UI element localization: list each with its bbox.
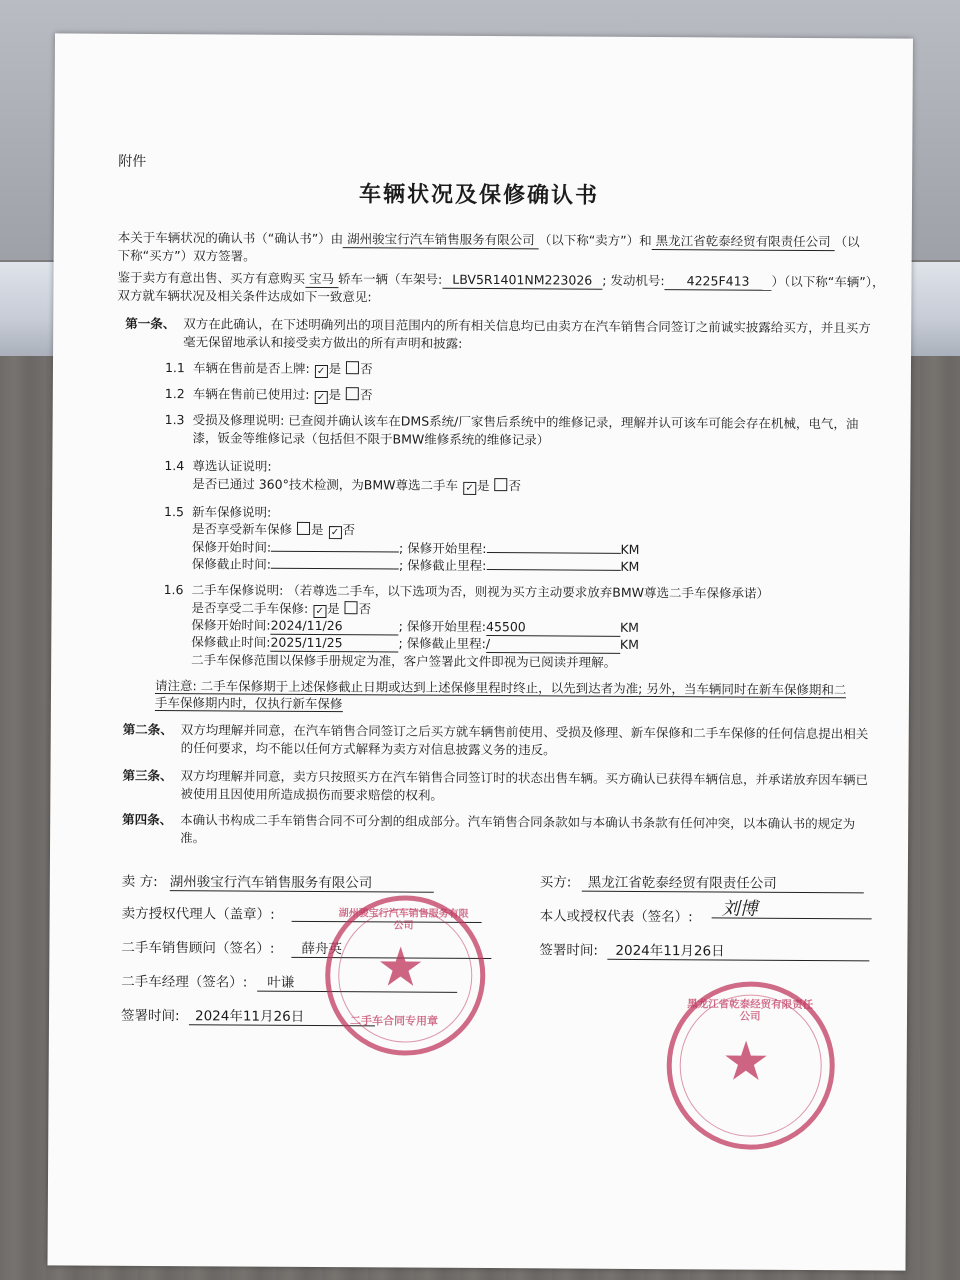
- checkbox-empty[interactable]: [345, 601, 358, 614]
- article-3-text: 双方均理解并同意，卖方只按照买方在汽车销售合同签订时的状态出售车辆。买方确认已获得车辆信息，并承诺放弃因车辆已: [180, 768, 869, 788]
- buyer-company-stamp: [666, 981, 835, 1150]
- km-unit: KM: [619, 619, 640, 635]
- item-number: 1.6: [163, 582, 184, 598]
- brand-field: 宝马: [305, 271, 338, 288]
- seller-agent-label: 卖方授权代理人（盖章）:: [121, 905, 275, 923]
- buyer-date-value: 2024年11月26日: [607, 943, 869, 962]
- advisor-value: 薛舟英: [291, 941, 491, 959]
- item-1-4: [164, 458, 271, 475]
- seller-value: 湖州骏宝行汽车销售服务有限公司: [170, 874, 434, 893]
- checkbox-checked[interactable]: ✓: [315, 365, 328, 378]
- item-text: 尊选认证说明:: [192, 458, 272, 474]
- intro-paragraph-1-line2: 下称“买方”）双方签署。: [117, 247, 256, 264]
- item-1-6: [164, 582, 770, 602]
- seller-company-stamp: [325, 895, 486, 1056]
- new-end-time-blank: [271, 556, 399, 570]
- item-text: 是否已通过 360°技术检测，为BMW尊选二手车: [192, 476, 459, 493]
- field-label: 保修开始时间:: [191, 539, 272, 555]
- buyer-rep-signature: 刘博: [712, 901, 872, 919]
- checkbox-checked[interactable]: ✓: [463, 482, 476, 495]
- article-2-text: 双方均理解并同意，在汽车销售合同签订之后买方就车辆售前使用、受损及修理、新车保修和二手车保修的任何信息提出相关: [180, 722, 869, 742]
- no-label: 否: [359, 387, 373, 403]
- intro-text: 鉴于卖方有意出售、买方有意购买: [117, 269, 306, 286]
- item-text: 新车保修说明:: [192, 504, 272, 520]
- note-text: 请注意: 二手车保修期于上述保修截止日期或达到上述保修里程时终止，以先到达者为准; 另外，当车辆同时在新车保修期和二: [154, 678, 847, 698]
- yes-label: 是: [310, 521, 324, 538]
- no-label: 否: [360, 361, 373, 377]
- field-label: 保修截止时间:: [191, 556, 272, 572]
- item-1-5: [164, 504, 271, 521]
- note-text: 手车保修期内时，仅执行新车保修: [154, 695, 343, 712]
- buyer-date-label: 签署时间:: [539, 942, 599, 959]
- item-1-5-question: [192, 521, 355, 539]
- manager-label: 二手车经理（签名）:: [121, 973, 248, 991]
- yes-label: 是: [327, 601, 340, 617]
- article-3-label: 第三条、: [122, 767, 173, 784]
- km-unit: KM: [619, 636, 639, 652]
- article-2-text-line2: 的任何要求，均不能以任何方式解释为卖方对信息披露义务的违反。: [180, 740, 556, 758]
- article-1-text: 双方在此确认，在下述明确列出的项目范围内的所有相关信息均已由卖方在汽车销售合同签订之前诚实披露给买方，并且买方: [183, 316, 871, 336]
- item-number: 1.1: [164, 360, 185, 376]
- engine-number-field: 4225F413: [665, 273, 772, 291]
- article-2-label: 第二条、: [122, 721, 173, 738]
- star-icon: ★: [376, 935, 425, 999]
- article-1-label: 第一条、: [125, 315, 176, 332]
- seller-stamp-subtext: 二手车合同专用章: [349, 1014, 439, 1028]
- seller-stamp-text: 湖州骏宝行汽车销售服务有限公司: [338, 908, 469, 932]
- yes-label: 是: [328, 387, 342, 403]
- attachment-label: 附件: [118, 153, 147, 170]
- item-1-6-question: [191, 600, 371, 618]
- buyer-value: 黑龙江省乾泰经贸有限责任公司: [582, 875, 864, 894]
- field-label: ; 保修开始里程:: [399, 540, 487, 557]
- article-1-text-line2: 毫无保留地承认和接受卖方做出的所有声明和披露:: [183, 334, 463, 351]
- item-1-1: [165, 360, 373, 378]
- buyer-name-field: 黑龙江省乾泰经贸有限责任公司: [652, 233, 835, 251]
- new-end-mileage-blank: [486, 557, 620, 571]
- item-number: 1.4: [164, 458, 185, 474]
- item-number: 1.2: [164, 386, 185, 402]
- document-title: 车辆状况及保修确认书: [358, 182, 600, 209]
- buyer-label: 买方:: [539, 874, 572, 891]
- used-warranty-end-row: [191, 634, 639, 654]
- item-1-4-question: [192, 476, 521, 495]
- article-4-text-line2: 准。: [180, 830, 206, 846]
- seller-date-value: 2024年11月26日: [189, 1008, 375, 1026]
- intro-paragraph-2-line2: 双方就车辆状况及相关条件达成如下一致意见:: [117, 287, 372, 305]
- field-label: 保修截止时间:: [191, 634, 271, 650]
- no-label: 否: [358, 601, 372, 617]
- intro-text: ）（以下称“车辆”），: [771, 273, 885, 290]
- km-unit: KM: [620, 541, 640, 557]
- field-label: ; 保修截止里程:: [398, 635, 486, 652]
- document-page: [47, 33, 913, 1270]
- checkbox-empty[interactable]: [346, 387, 359, 400]
- vin-field: LBV5R1401NM223026: [442, 272, 602, 290]
- yes-label: 是: [477, 477, 490, 494]
- field-label: 保修开始时间:: [191, 617, 271, 633]
- item-1-3-line2: 漆，钣金等维修记录（包括但不限于BMW维修系统的维修记录）: [192, 430, 550, 448]
- checkbox-checked[interactable]: ✓: [328, 526, 341, 539]
- used-start-mileage-field: 45500: [486, 619, 620, 637]
- warranty-note-line2: [155, 695, 343, 712]
- intro-text: 本关于车辆状况的确认书（“确认书”）由: [117, 229, 344, 247]
- used-end-mileage-field: /: [486, 636, 620, 654]
- new-start-mileage-blank: [486, 540, 620, 554]
- item-text: 车辆在售前已使用过:: [192, 386, 310, 402]
- checkbox-empty[interactable]: [346, 361, 359, 374]
- new-warranty-end-row: [192, 555, 640, 575]
- field-label: ; 保修开始里程:: [398, 618, 487, 635]
- seller-date-label: 签署时间:: [120, 1007, 180, 1025]
- item-text: 二手车保修说明: （若尊选二手车，以下选项为否，则视为买方主动要求放弃BMW尊选二手车保修承诺）: [191, 582, 770, 601]
- article-3-text-line2: 被使用且因使用所造成损伤而要求赔偿的权利。: [180, 786, 443, 803]
- new-start-time-blank: [271, 539, 399, 553]
- seller-name-field: 湖州骏宝行汽车销售服务有限公司: [343, 231, 539, 249]
- no-label: 否: [508, 478, 522, 494]
- km-unit: KM: [620, 558, 640, 574]
- item-number: 1.5: [164, 504, 185, 520]
- intro-text: ; 发动机号:: [602, 272, 665, 289]
- item-text: 是否享受二手车保修:: [191, 600, 309, 616]
- item-text: 车辆在售前是否上牌:: [192, 360, 310, 376]
- item-1-2: [165, 386, 373, 404]
- intro-text: （以下称“卖方”）和: [538, 232, 652, 249]
- checkbox-checked[interactable]: ✓: [313, 605, 326, 618]
- article-4-text: 本确认书构成二手车销售合同不可分割的组成部分。汽车销售合同条款如与本确认书条款有任何冲突，以本确认书的规定为: [180, 812, 856, 832]
- star-icon: ★: [721, 1029, 771, 1093]
- item-text: 是否享受新车保修: [191, 521, 293, 537]
- used-warranty-scope: 二手车保修范围以保修手册规定为准，客户签署此文件即视为已阅读并理解。: [191, 652, 617, 670]
- used-start-time-field: 2024/11/26: [271, 618, 399, 636]
- checkbox-checked[interactable]: ✓: [314, 391, 327, 404]
- item-1-3: [165, 412, 859, 432]
- field-label: ; 保修截止里程:: [398, 557, 487, 574]
- intro-text: 轿车一辆（车架号:: [338, 271, 443, 287]
- checkbox-empty[interactable]: [297, 522, 310, 535]
- used-end-time-field: 2025/11/25: [270, 635, 398, 653]
- manager-value: 叶谦: [257, 975, 457, 993]
- buyer-rep-label: 本人或授权代表（签名）:: [539, 908, 693, 926]
- item-number: 1.3: [164, 412, 185, 428]
- checkbox-empty[interactable]: [495, 478, 508, 491]
- article-4-label: 第四条、: [122, 811, 173, 828]
- advisor-label: 二手车销售顾问（签名）:: [121, 939, 275, 957]
- item-text: 受损及修理说明: 已查阅并确认该车在DMS系统/厂家售后系统中的维修记录，理解并认可该车可能会存在机械，电气，油: [192, 412, 859, 432]
- seller-label: 卖 方:: [121, 873, 158, 891]
- no-label: 否: [342, 522, 356, 538]
- buyer-stamp-text: 黑龙江省乾泰经贸有限责任公司: [687, 998, 814, 1023]
- yes-label: 是: [328, 361, 342, 377]
- intro-text: （以: [834, 234, 860, 250]
